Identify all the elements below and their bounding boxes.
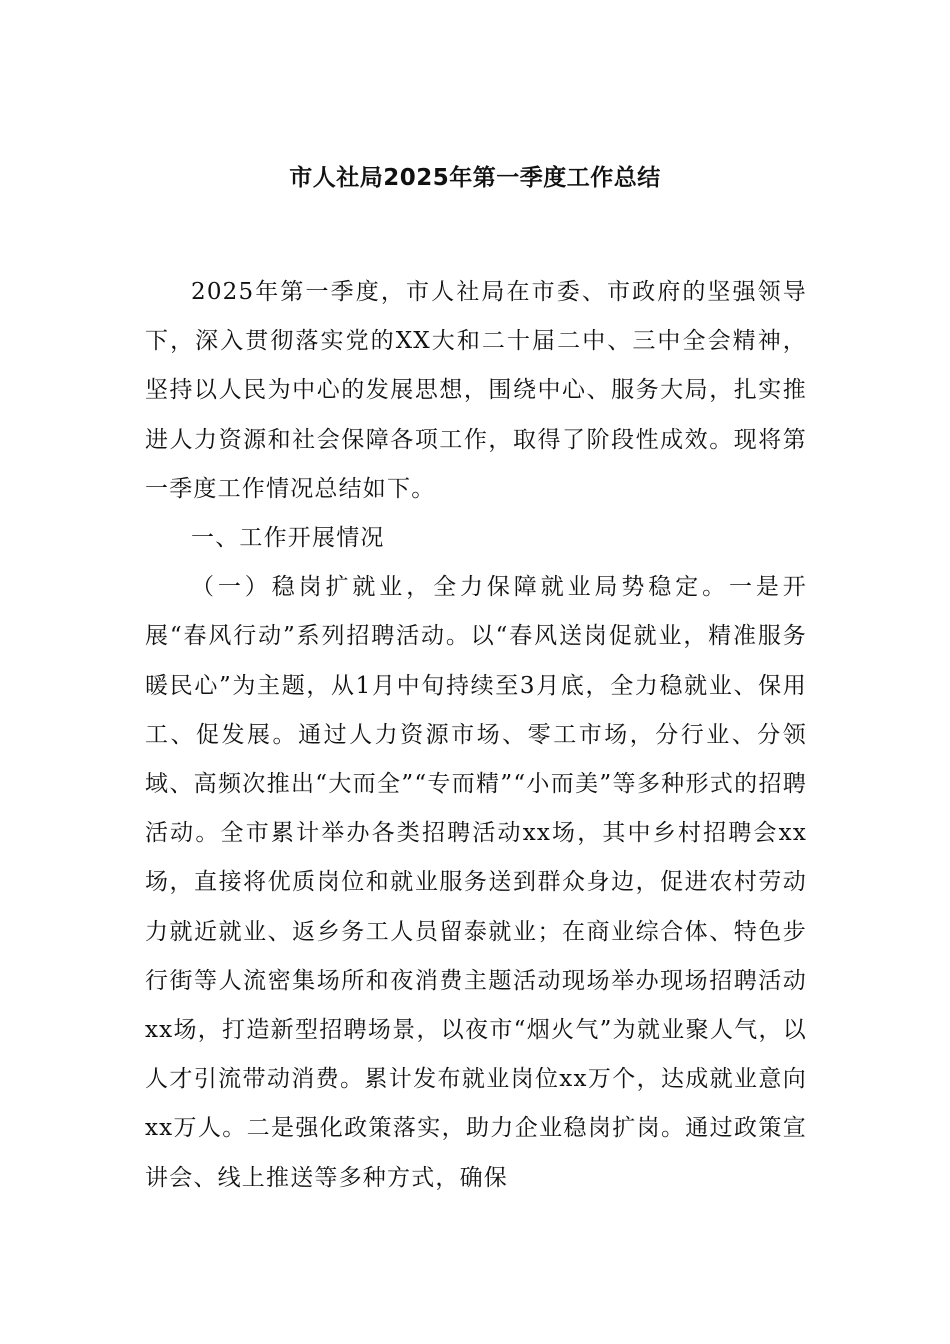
document-body bbox=[145, 268, 807, 1203]
paragraph-employment: （一）稳岗扩就业，全力保障就业局势稳定。一是开展“春风行动”系列招聘活动。以“春风送岗促就业，精准服务暖民心”为主题，从1月中旬持续至3月底，全力稳就业、保用工、促发展。通过人力资源市场、零工市场，分行业、分领域、高频次推出“大而全”“专而精”“小而美”等多种形式的招聘活动。全市累计举办各类招聘活动xx场，其中乡村招聘会xx场，直接将优质岗位和就业服务送到群众身边，促进农村劳动力就近就业、返乡务工人员留泰就业；在商业综合体、特色步行街等人流密集场所和夜消费主题活动现场举办现场招聘活动xx场，打造新型招聘场景，以夜市“烟火气”为就业聚人气，以人才引流带动消费。累计发布就业岗位xx万个，达成就业意向xx万人。二是强化政策落实，助力企业稳岗扩岗。通过政策宣讲会、线上推送等多种方式，确保 bbox=[145, 574, 807, 1191]
section-heading: 一、工作开展情况 bbox=[191, 525, 385, 552]
paragraph-intro: 2025年第一季度，市人社局在市委、市政府的坚强领导下，深入贯彻落实党的XX大和二十届二中、三中全会精神，坚持以人民为中心的发展思想，围绕中心、服务大局，扎实推进人力资源和社会保障各项工作，取得了阶段性成效。现将第一季度工作情况总结如下。 bbox=[145, 279, 807, 502]
document-title: 市人社局2025年第一季度工作总结 bbox=[289, 165, 661, 191]
